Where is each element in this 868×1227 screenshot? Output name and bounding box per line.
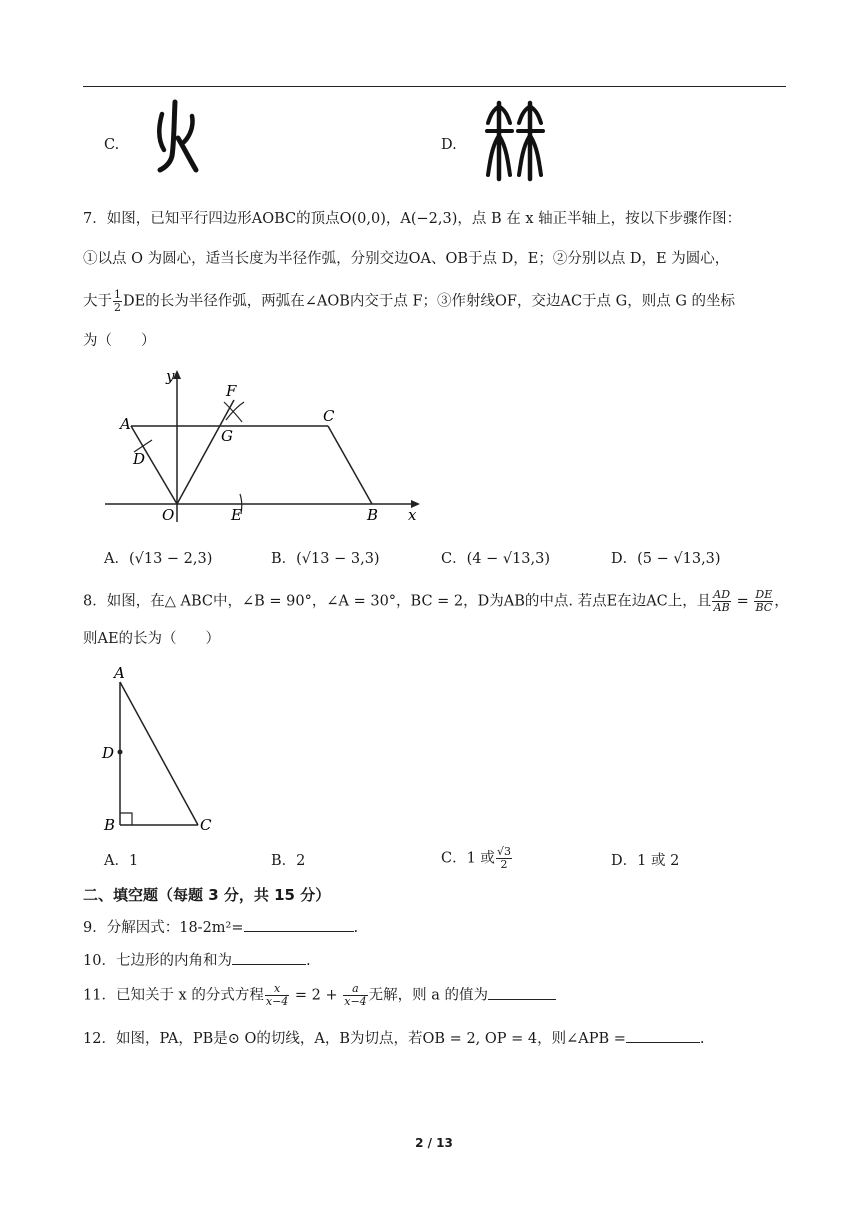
q8-line2: 则AE的长为（ ） <box>83 631 221 647</box>
q11-answer-blank <box>488 985 556 1000</box>
q7-line2: ①以点 O 为圆心，适当长度为半径作弧，分别交边OA、OB于点 D，E；②分别以点 D，E 为圆心， <box>83 251 730 267</box>
q12-end: . <box>699 1031 705 1047</box>
q10 <box>83 950 311 971</box>
seal-fire-character-image <box>150 98 202 174</box>
q7-label-d: D <box>133 450 146 468</box>
q11-prefix: 11．已知关于 x 的分式方程 <box>83 987 264 1004</box>
q8-label-b: B <box>104 816 116 834</box>
q8-equals: = <box>732 593 754 610</box>
q8-triangle-figure <box>98 662 228 838</box>
q7-half-numerator: 1 <box>114 288 121 301</box>
q7-label-b: B <box>367 506 379 524</box>
q7-half-fraction <box>113 289 122 314</box>
q8-option-d: D．1 或 2 <box>611 853 680 869</box>
q7-line3-prefix: 大于 <box>83 293 112 310</box>
q7-label-y: y <box>166 367 175 385</box>
q8-option-c-numerator: √3 <box>496 845 511 858</box>
q7-line3-suffix: DE的长为半径作弧，两弧在∠AOB内交于点 F；③作射线OF，交边AC于点 G，则点 G 的坐标 <box>123 293 736 310</box>
q7-label-f: F <box>226 382 237 400</box>
q8-label-d: D <box>102 744 115 762</box>
q8-f2-denominator: BC <box>755 601 773 614</box>
q7-option-c: C．(4 − √13,3) <box>441 551 551 567</box>
q9 <box>83 917 358 938</box>
q9-answer-blank <box>244 917 354 932</box>
q8-f2-numerator: DE <box>755 588 773 601</box>
header-rule <box>83 86 786 87</box>
q8-option-c-fraction <box>496 846 512 871</box>
q12-answer-blank <box>626 1028 700 1043</box>
q6-option-d-label: D. <box>441 137 457 153</box>
q7-option-d: D．(5 − √13,3) <box>611 551 721 567</box>
q11-fraction-a <box>343 983 367 1008</box>
section-fill-in-title: 二、填空题（每题 3 分，共 15 分） <box>83 886 331 904</box>
q8-option-c <box>441 846 513 871</box>
q10-answer-blank <box>232 950 306 965</box>
q7-label-o: O <box>162 506 175 524</box>
q9-end: . <box>353 920 359 936</box>
q8-label-c: C <box>200 816 212 834</box>
q8-option-b: B．2 <box>271 853 306 869</box>
q7-half-denominator: 2 <box>114 301 121 314</box>
q11-f1-denominator: x−4 <box>265 995 289 1008</box>
q11-suffix: 无解，则 a 的值为 <box>368 987 489 1004</box>
seal-forest-character-image <box>484 97 546 183</box>
q12 <box>83 1028 705 1049</box>
q11-fraction-x <box>265 983 289 1008</box>
q8-f1-numerator: AD <box>713 588 731 601</box>
q8-line1-end: ， <box>774 593 789 610</box>
q8-option-a: A．1 <box>104 853 139 869</box>
q11-f2-numerator: a <box>343 983 367 996</box>
q6-option-c-label: C. <box>104 137 120 153</box>
q12-text: 12．如图，PA，PB是⊙ O的切线，A，B为切点，若OB = 2, OP = 4，则∠APB = <box>83 1031 626 1047</box>
q10-text: 10．七边形的内角和为 <box>83 953 232 969</box>
q8-fraction-ad-ab <box>712 589 731 614</box>
q7-line4: 为（ ） <box>83 333 156 349</box>
q7-option-b: B．(√13 − 3,3) <box>271 551 380 567</box>
q7-line1: 7．如图，已知平行四边形AOBC的顶点O(0,0)，A(−2,3)，点 B 在 x 轴正半轴上，按以下步骤作图： <box>83 211 742 227</box>
q7-option-a: A．(√13 − 2,3) <box>104 551 213 567</box>
q8-option-c-text: C．1 或 <box>441 850 495 867</box>
q8-line1-text: 8．如图，在△ ABC中，∠B = 90°，∠A = 30°，BC = 2，D为AB的中点. 若点E在边AC上，且 <box>83 593 712 610</box>
q8-fraction-de-bc <box>754 589 773 614</box>
q7-label-g: G <box>221 427 233 445</box>
q7-label-x: x <box>408 506 417 524</box>
q11-f1-numerator: x <box>265 983 289 996</box>
q8-label-a: A <box>114 664 125 682</box>
q10-end: . <box>305 953 311 969</box>
page-number: 2 / 13 <box>415 1136 453 1150</box>
q9-text: 9．分解因式：18-2m²= <box>83 920 244 936</box>
q11-middle: = 2 + <box>290 987 343 1004</box>
q7-parallelogram-figure <box>100 362 430 532</box>
q8-f1-denominator: AB <box>713 601 730 614</box>
q7-label-e: E <box>231 506 242 524</box>
q11-f2-denominator: x−4 <box>344 995 367 1008</box>
q8-option-c-denominator: 2 <box>500 858 508 871</box>
q7-label-a: A <box>120 415 131 433</box>
q7-line3 <box>83 289 735 314</box>
q11 <box>83 983 556 1008</box>
q8-line1 <box>83 589 789 614</box>
q7-label-c: C <box>323 407 335 425</box>
